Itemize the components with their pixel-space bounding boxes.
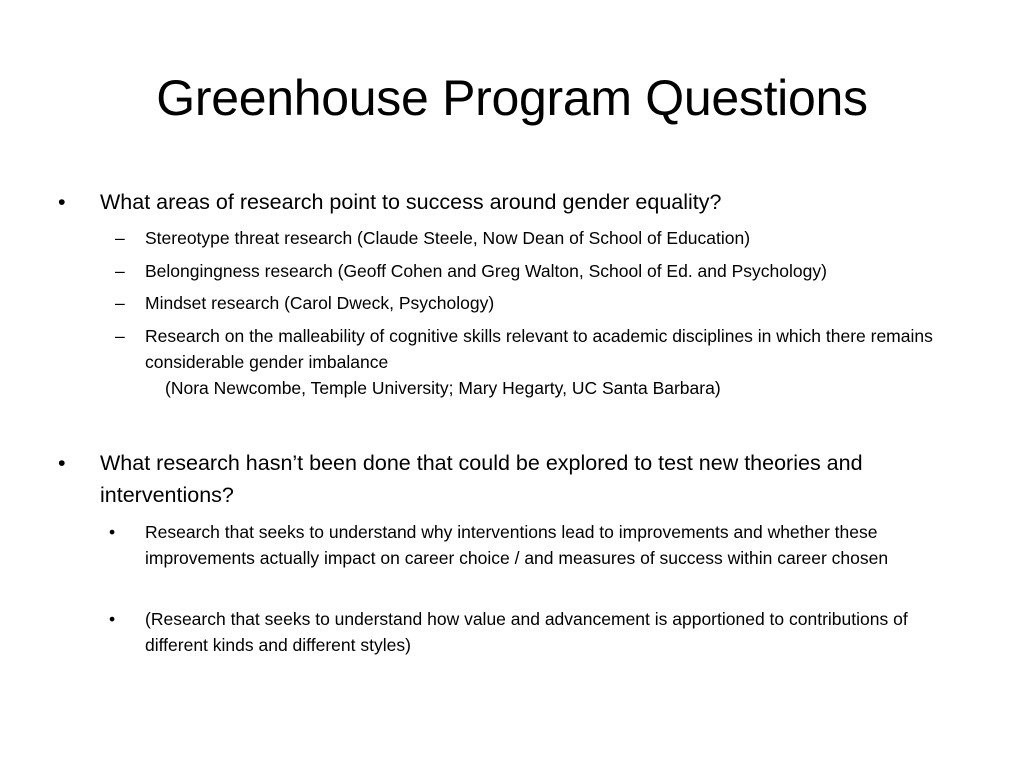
dash-marker: –	[115, 261, 125, 281]
bullet-marker: •	[58, 451, 66, 475]
sub-bullet-belongingness	[115, 258, 960, 284]
dash-marker: –	[115, 293, 125, 313]
sub-bullet-citation: (Nora Newcombe, Temple University; Mary Hegarty, UC Santa Barbara)	[165, 378, 721, 398]
sub-bullet-text: Belongingness research (Geoff Cohen and Greg Walton, School of Ed. and Psychology)	[145, 261, 827, 281]
bullet-unexplored-research	[58, 447, 960, 511]
sub-bullet-text: (Research that seeks to understand how value and advancement is apportioned to contributions of different kinds and different styles)	[145, 609, 908, 655]
sub-bullet-mindset	[115, 290, 960, 316]
sub-bullet-text: Stereotype threat research (Claude Steele, Now Dean of School of Education)	[145, 228, 751, 248]
dash-marker: –	[115, 228, 125, 248]
sub-bullet-text: Mindset research (Carol Dweck, Psychology)	[145, 293, 495, 313]
bullet-text: What areas of research point to success around gender equality?	[100, 190, 722, 214]
dot-marker: •	[109, 522, 116, 542]
bullet-research-areas	[58, 186, 960, 218]
sub-bullet-stereotype-threat	[115, 225, 960, 251]
bullet-text: What research hasn’t been done that could be explored to test new theories and interventions?	[100, 451, 863, 507]
dot-marker: •	[109, 609, 116, 629]
slide-title: Greenhouse Program Questions	[156, 70, 868, 126]
sub-bullet-value-advancement	[109, 606, 960, 658]
sub-bullet-interventions	[109, 519, 960, 571]
sub-bullet-malleability	[115, 323, 960, 401]
sub-bullet-text: Research on the malleability of cognitive skills relevant to academic disciplines in which there remains considerable gender imbalance	[145, 326, 933, 372]
dash-marker: –	[115, 326, 125, 346]
bullet-marker: •	[58, 190, 66, 214]
sub-bullet-text: Research that seeks to understand why interventions lead to improvements and whether these improvements actually impact on career choice / and measures of success within career chosen	[145, 522, 889, 568]
